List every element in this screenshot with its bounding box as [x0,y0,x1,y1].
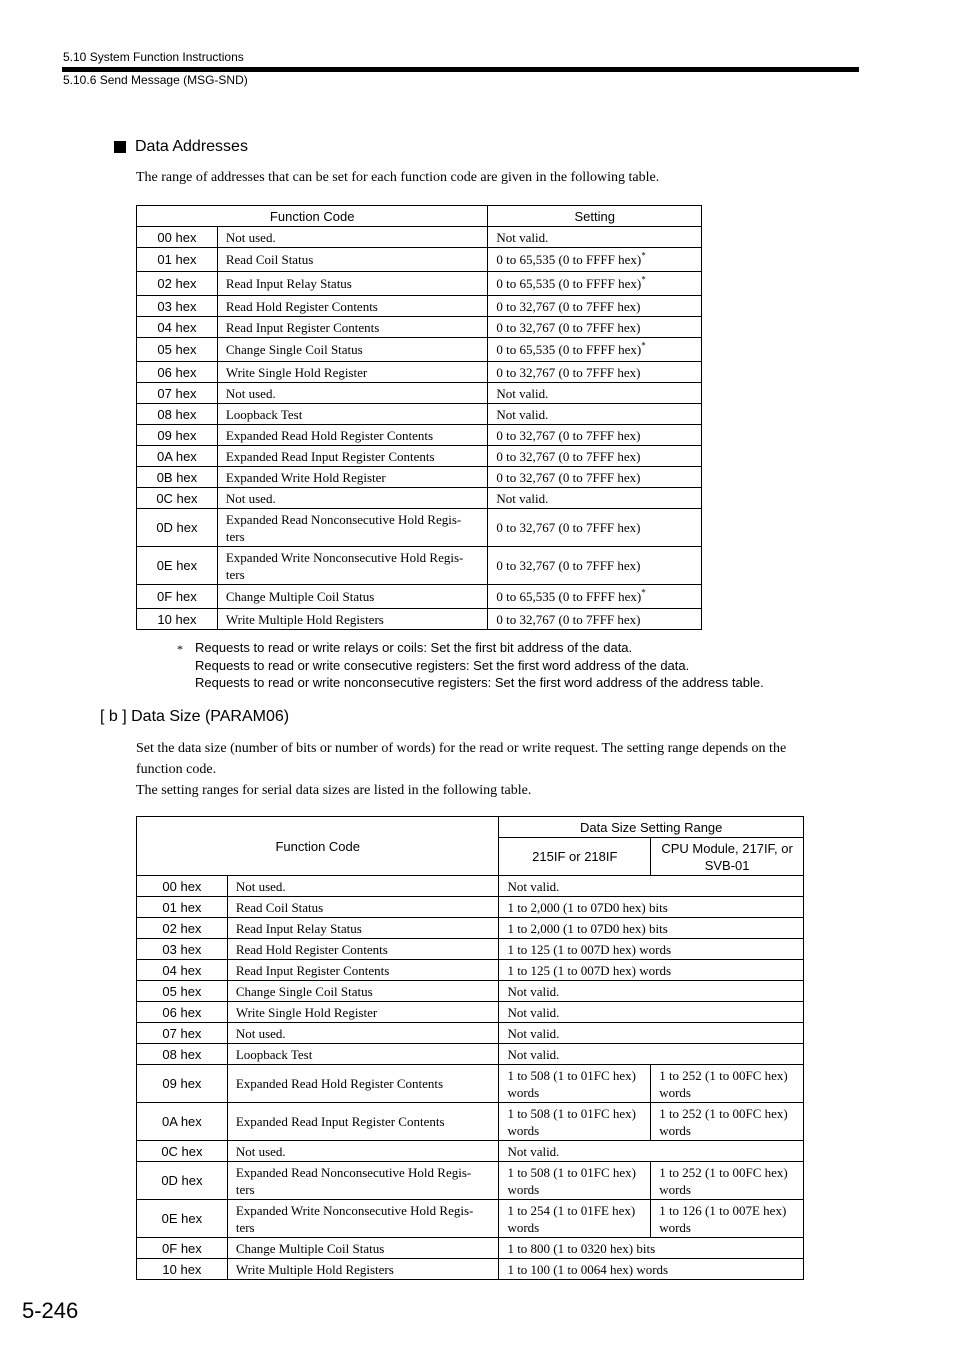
data-size-table-body [137,876,804,1280]
setting-value: 0 to 32,767 (0 to 7FFF hex) [496,298,641,314]
table-row [137,488,702,509]
range-215if-cell: 1 to 508 (1 to 01FC hex) words [499,1162,651,1200]
range-cell: Not valid. [499,1044,804,1065]
setting-cell [488,338,702,362]
footnote-star: * [641,250,646,261]
data-size-para-line-1: Set the data size (number of bits or number of words) for the read or write request. The setting range depends on the [136,741,787,756]
table-row [137,509,702,547]
function-name-cell: Expanded Read Hold Register Contents [227,1065,499,1103]
function-code-cell: 0D hex [137,509,218,547]
table-row [137,1002,804,1023]
data-addresses-intro: The range of addresses that can be set for each function code are given in the following table. [136,170,660,185]
function-code-cell: 07 hex [137,1023,228,1044]
function-code-cell: 05 hex [137,338,218,362]
data-size-para-line-2: function code. [136,762,217,777]
function-name-cell: Read Input Relay Status [217,272,488,296]
function-code-cell: 0F hex [137,1238,228,1259]
setting-value: 0 to 65,535 (0 to FFFF hex) [496,342,642,357]
function-name-cell: Read Input Relay Status [227,918,499,939]
function-code-cell: 0C hex [137,488,218,509]
col-cpu-module: CPU Module, 217IF, or SVB-01 [651,838,804,876]
function-code-cell: 0E hex [137,547,218,585]
table-row [137,609,702,630]
range-cell: Not valid. [499,1002,804,1023]
setting-value: Not valid. [496,406,549,422]
table-row [137,939,804,960]
footnote-line-1: Requests to read or write relays or coils: Set the first bit address of the data. [195,640,633,655]
function-code-cell: 0A hex [137,446,218,467]
square-bullet-icon [114,141,126,153]
function-code-cell: 0F hex [137,585,218,609]
setting-value: Not valid. [496,385,549,401]
table-row [137,425,702,446]
function-name-cell: Write Multiple Hold Registers [217,609,488,630]
table-row [137,467,702,488]
data-addresses-table-body [137,227,702,630]
footnote-star: * [641,587,646,598]
function-name-cell: Not used. [217,488,488,509]
function-name-cell: Not used. [217,383,488,404]
data-addresses-table [136,205,702,630]
setting-cell [488,383,702,404]
function-code-cell: 07 hex [137,383,218,404]
table-row [137,918,804,939]
table-row [137,1044,804,1065]
table-row [137,1141,804,1162]
function-name-cell: Expanded Write Nonconsecutive Hold Regis- ters [217,547,488,585]
function-code-cell: 06 hex [137,362,218,383]
col-215if-218if: 215IF or 218IF [499,838,651,876]
function-name-cell: Write Multiple Hold Registers [227,1259,499,1280]
footnote-star: * [641,340,646,351]
function-code-cell: 0B hex [137,467,218,488]
footnote-star: * [641,274,646,285]
function-name-cell: Change Multiple Coil Status [227,1238,499,1259]
function-code-cell: 08 hex [137,404,218,425]
col-function-code: Function Code [137,206,488,227]
range-cpu-cell: 1 to 252 (1 to 00FC hex) words [651,1065,804,1103]
setting-cell [488,467,702,488]
setting-value: 0 to 32,767 (0 to 7FFF hex) [496,364,641,380]
header-section: 5.10 System Function Instructions [63,50,244,64]
table-row [137,362,702,383]
function-name-cell: Read Input Register Contents [217,317,488,338]
function-code-cell: 0D hex [137,1162,228,1200]
setting-value: 0 to 32,767 (0 to 7FFF hex) [496,558,641,573]
function-name-cell: Read Input Register Contents [227,960,499,981]
header-rule [62,67,859,72]
range-cell: 1 to 2,000 (1 to 07D0 hex) bits [499,918,804,939]
table-row [137,383,702,404]
setting-value: Not valid. [496,490,549,506]
setting-value: 0 to 32,767 (0 to 7FFF hex) [496,520,641,535]
col-data-size-range: Data Size Setting Range [499,817,804,838]
setting-cell [488,547,702,585]
table-row [137,404,702,425]
table-row [137,897,804,918]
col-function-code-2: Function Code [137,817,499,876]
setting-value: 0 to 32,767 (0 to 7FFF hex) [496,469,641,485]
header-subsection: 5.10.6 Send Message (MSG-SND) [63,73,248,87]
function-code-cell: 09 hex [137,1065,228,1103]
setting-cell [488,488,702,509]
setting-value: 0 to 65,535 (0 to FFFF hex) [496,276,642,291]
function-name-cell: Read Hold Register Contents [217,296,488,317]
function-name-cell: Expanded Read Input Register Contents [227,1103,499,1141]
range-215if-cell: 1 to 508 (1 to 01FC hex) words [499,1103,651,1141]
setting-cell [488,248,702,272]
setting-cell [488,362,702,383]
table-row [137,1065,804,1103]
setting-value: 0 to 32,767 (0 to 7FFF hex) [496,319,641,335]
setting-cell [488,317,702,338]
function-code-cell: 0A hex [137,1103,228,1141]
range-cell: 1 to 100 (1 to 0064 hex) words [499,1259,804,1280]
setting-cell [488,585,702,609]
function-code-cell: 06 hex [137,1002,228,1023]
function-code-cell: 04 hex [137,317,218,338]
data-size-heading: [ b ] Data Size (PARAM06) [100,708,290,725]
setting-value: 0 to 65,535 (0 to FFFF hex) [496,589,642,604]
footnote-line-2: Requests to read or write consecutive registers: Set the first word address of the data. [195,658,690,673]
range-cell: 1 to 125 (1 to 007D hex) words [499,939,804,960]
range-cell: Not valid. [499,981,804,1002]
range-cpu-cell: 1 to 126 (1 to 007E hex) words [651,1200,804,1238]
footnote-line-3: Requests to read or write nonconsecutive registers: Set the first word address of the address table. [195,675,764,690]
function-name-cell: Read Coil Status [217,248,488,272]
function-name-cell: Expanded Write Nonconsecutive Hold Regis- ters [227,1200,499,1238]
function-code-cell: 05 hex [137,981,228,1002]
function-code-cell: 10 hex [137,1259,228,1280]
function-name-cell: Not used. [217,227,488,248]
range-cpu-cell: 1 to 252 (1 to 00FC hex) words [651,1162,804,1200]
range-cell: 1 to 125 (1 to 007D hex) words [499,960,804,981]
function-code-cell: 01 hex [137,248,218,272]
setting-cell [488,272,702,296]
table-row [137,876,804,897]
function-code-cell: 02 hex [137,918,228,939]
range-215if-cell: 1 to 508 (1 to 01FC hex) words [499,1065,651,1103]
function-name-cell: Expanded Read Input Register Contents [217,446,488,467]
data-size-para-2: The setting ranges for serial data sizes are listed in the following table. [136,783,532,798]
table-row [137,296,702,317]
function-name-cell: Not used. [227,876,499,897]
setting-cell [488,609,702,630]
range-cpu-cell: 1 to 252 (1 to 00FC hex) words [651,1103,804,1141]
table-row [137,547,702,585]
page-number: 5-246 [22,1298,79,1323]
table-row [137,248,702,272]
range-cell: Not valid. [499,876,804,897]
function-code-cell: 00 hex [137,876,228,897]
table-row [137,585,702,609]
data-size-table [136,816,804,1280]
function-code-cell: 02 hex [137,272,218,296]
function-code-cell: 0C hex [137,1141,228,1162]
table-row [137,227,702,248]
function-code-cell: 0E hex [137,1200,228,1238]
function-name-cell: Expanded Read Hold Register Contents [217,425,488,446]
table-row [137,1238,804,1259]
function-code-cell: 03 hex [137,296,218,317]
function-code-cell: 04 hex [137,960,228,981]
col-setting: Setting [488,206,702,227]
range-cell: Not valid. [499,1141,804,1162]
table-row [137,338,702,362]
setting-cell [488,227,702,248]
setting-cell [488,296,702,317]
range-cell: 1 to 800 (1 to 0320 hex) bits [499,1238,804,1259]
setting-cell [488,446,702,467]
function-name-cell: Change Single Coil Status [217,338,488,362]
setting-value: 0 to 32,767 (0 to 7FFF hex) [496,611,641,627]
setting-value: 0 to 32,767 (0 to 7FFF hex) [496,448,641,464]
function-name-cell: Write Single Hold Register [227,1002,499,1023]
setting-value: Not valid. [496,229,549,245]
function-name-cell: Read Coil Status [227,897,499,918]
function-name-cell: Expanded Read Nonconsecutive Hold Regis- ters [227,1162,499,1200]
setting-cell [488,425,702,446]
function-code-cell: 00 hex [137,227,218,248]
function-code-cell: 08 hex [137,1044,228,1065]
setting-value: 0 to 65,535 (0 to FFFF hex) [496,252,642,267]
function-code-cell: 01 hex [137,897,228,918]
range-cell: Not valid. [499,1023,804,1044]
function-name-cell: Write Single Hold Register [217,362,488,383]
function-name-cell: Not used. [227,1141,499,1162]
setting-cell [488,404,702,425]
function-name-cell: Loopback Test [227,1044,499,1065]
table-row [137,317,702,338]
function-name-cell: Expanded Read Nonconsecutive Hold Regis- ters [217,509,488,547]
function-code-cell: 09 hex [137,425,218,446]
range-215if-cell: 1 to 254 (1 to 01FE hex) words [499,1200,651,1238]
table-row [137,1162,804,1200]
function-code-cell: 10 hex [137,609,218,630]
range-cell: 1 to 2,000 (1 to 07D0 hex) bits [499,897,804,918]
data-addresses-heading-text: Data Addresses [135,138,248,155]
table-row [137,1259,804,1280]
function-code-cell: 03 hex [137,939,228,960]
table-row [137,981,804,1002]
function-name-cell: Loopback Test [217,404,488,425]
function-name-cell: Expanded Write Hold Register [217,467,488,488]
table-row [137,1103,804,1141]
setting-value: 0 to 32,767 (0 to 7FFF hex) [496,427,641,443]
footnote-mark: * [177,642,183,656]
table-row [137,446,702,467]
table-row [137,1200,804,1238]
function-name-cell: Not used. [227,1023,499,1044]
function-name-cell: Read Hold Register Contents [227,939,499,960]
setting-cell [488,509,702,547]
table-row [137,272,702,296]
table-row [137,1023,804,1044]
data-addresses-heading [114,138,248,156]
function-name-cell: Change Multiple Coil Status [217,585,488,609]
function-name-cell: Change Single Coil Status [227,981,499,1002]
table-row [137,960,804,981]
